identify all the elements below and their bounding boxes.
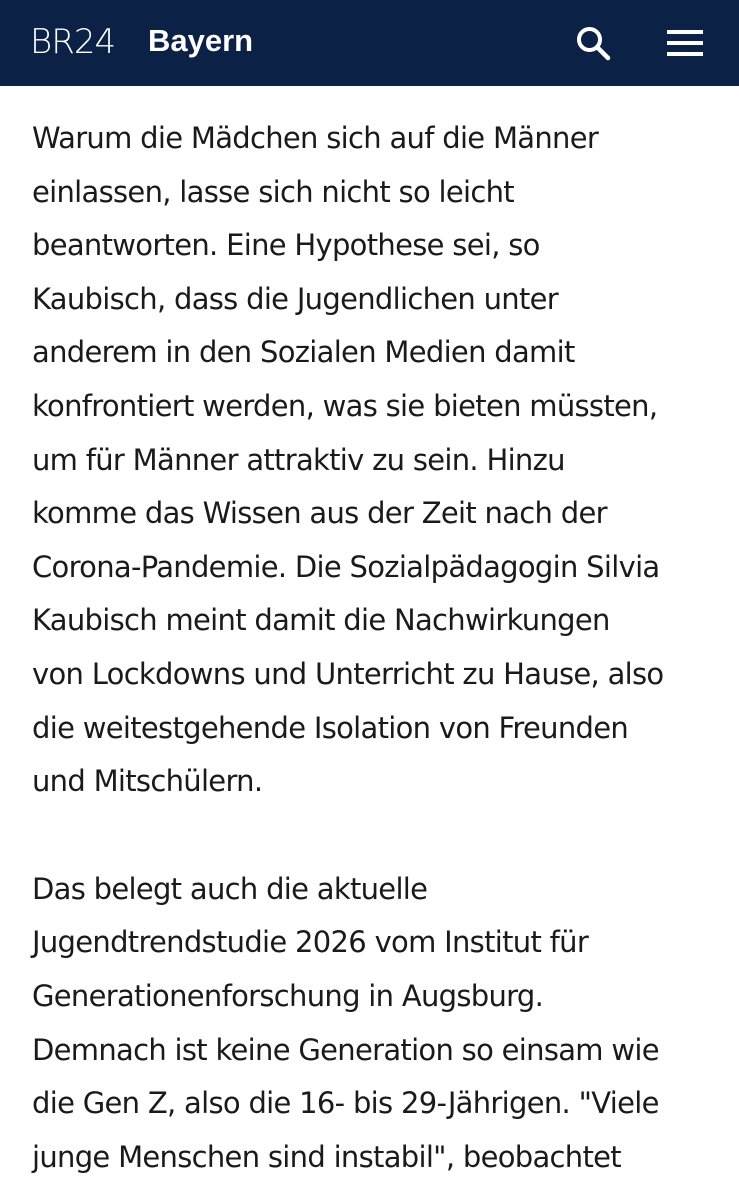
text-line: Jugendtrendstudie 2026 vom Institut für bbox=[32, 925, 589, 960]
text-line: Demnach ist keine Generation so einsam wie bbox=[32, 1032, 659, 1067]
text-line: beantworten. Eine Hypothese sei, so bbox=[32, 228, 540, 263]
article-paragraph bbox=[32, 112, 722, 809]
text-line: junge Menschen sind instabil", beobachtet bbox=[32, 1139, 621, 1174]
menu-icon bbox=[667, 28, 703, 58]
text-line: die Gen Z, also die 16- bis 29-Jährigen. "Viele bbox=[32, 1086, 659, 1121]
article-body bbox=[32, 112, 722, 1184]
search-icon bbox=[575, 25, 611, 61]
text-line: Generationenforschung in Augsburg. bbox=[32, 978, 544, 1013]
text-line: um für Männer attraktiv zu sein. Hinzu bbox=[32, 442, 565, 477]
region-label[interactable]: Bayern bbox=[148, 23, 254, 58]
text-line: Das belegt auch die aktuelle bbox=[32, 871, 428, 906]
text-line: komme das Wissen aus der Zeit nach der bbox=[32, 496, 607, 531]
text-line: Corona-Pandemie. Die Sozialpädagogin Silvia bbox=[32, 549, 660, 584]
text-line: konfrontiert werden, was sie bieten müssten, bbox=[32, 388, 658, 423]
menu-button[interactable] bbox=[660, 18, 710, 68]
text-line: Kaubisch, dass die Jugendlichen unter bbox=[32, 281, 558, 316]
text-line: Kaubisch meint damit die Nachwirkungen bbox=[32, 603, 610, 638]
text-line: anderem in den Sozialen Medien damit bbox=[32, 335, 575, 370]
search-button[interactable] bbox=[568, 18, 618, 68]
article-paragraph bbox=[32, 863, 722, 1185]
text-line: die weitestgehende Isolation von Freunden bbox=[32, 710, 629, 745]
site-header bbox=[0, 0, 739, 86]
text-line: von Lockdowns und Unterricht zu Hause, also bbox=[32, 656, 664, 691]
br24-logo[interactable] bbox=[30, 22, 115, 62]
text-line: Warum die Mädchen sich auf die Männer bbox=[32, 121, 599, 155]
text-line: und Mitschülern. bbox=[32, 764, 263, 799]
text-line: einlassen, lasse sich nicht so leicht bbox=[32, 174, 514, 209]
logo-text: BR24 bbox=[30, 22, 116, 62]
